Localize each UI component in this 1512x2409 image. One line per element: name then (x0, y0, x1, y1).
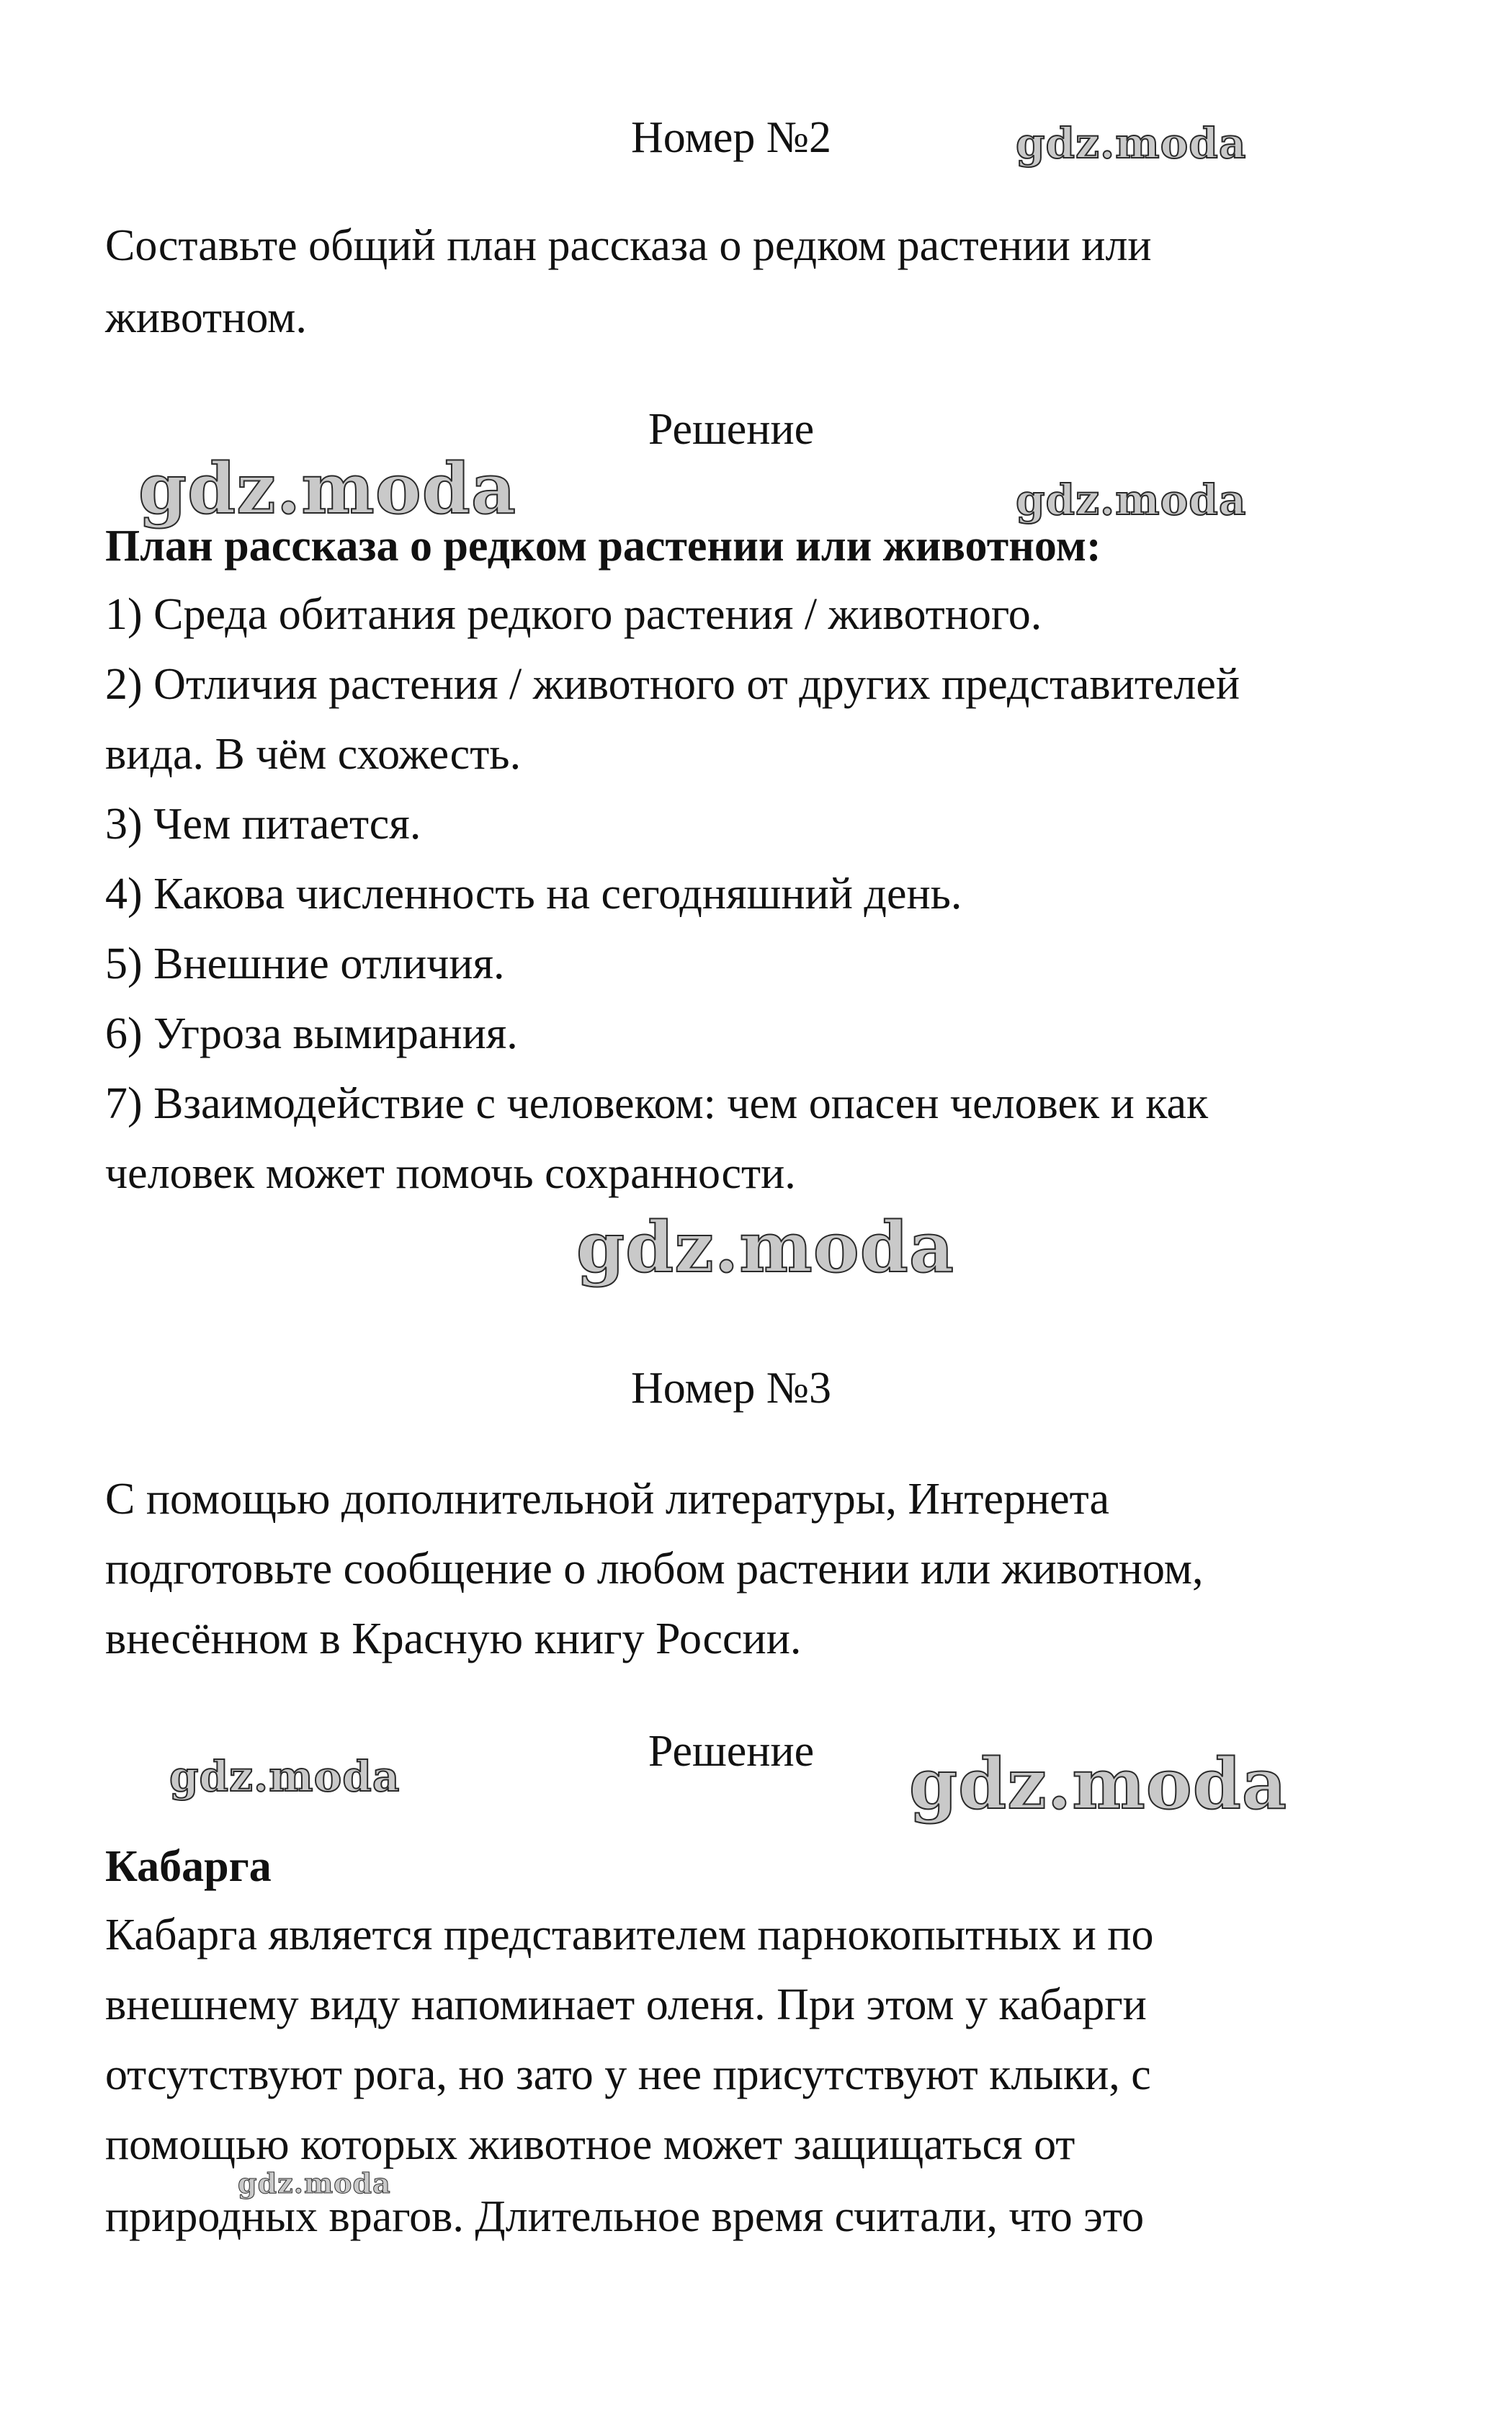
watermark: gdz.moda (238, 2167, 391, 2199)
section3-task-line: С помощью дополнительной литературы, Интернета (105, 1475, 1110, 1524)
section2-task-line: животном. (105, 293, 307, 342)
plan-item: 1) Среда обитания редкого растения / животного. (105, 590, 1042, 639)
watermark: gdz.moda (576, 1207, 955, 1288)
answer-line: природных врагов. Длительное время считали, что это (105, 2192, 1145, 2241)
plan-item: 7) Взаимодействие с человеком: чем опасен человек и как (105, 1079, 1209, 1128)
plan-item: 6) Угроза вымирания. (105, 1009, 518, 1058)
section2-plan-title: План рассказа о редком растении или животном: (105, 522, 1101, 571)
plan-item: человек может помочь сохранности. (105, 1149, 796, 1198)
watermark: gdz.moda (1016, 475, 1247, 524)
watermark: gdz.moda (169, 1752, 401, 1801)
plan-item: 2) Отличия растения / животного от других представителей (105, 660, 1240, 709)
section3-answer-title: Кабарга (105, 1842, 272, 1891)
watermark: gdz.moda (909, 1743, 1288, 1825)
watermark: gdz.moda (138, 448, 517, 529)
section3-task-line: подготовьте сообщение о любом растении или животном, (105, 1545, 1204, 1594)
plan-item: 3) Чем питается. (105, 800, 421, 849)
plan-item: 5) Внешние отличия. (105, 939, 505, 988)
section2-heading: Номер №2 (630, 113, 831, 162)
section3-solution-label: Решение (648, 1727, 815, 1776)
answer-line: отсутствуют рога, но зато у нее присутствуют клыки, с (105, 2050, 1151, 2099)
answer-line: внешнему виду напоминает оленя. При этом у кабарги (105, 1980, 1147, 2029)
answer-line: Кабарга является представителем парнокопытных и по (105, 1910, 1154, 1959)
answer-line: помощью которых животное может защищаться от (105, 2120, 1075, 2169)
watermark: gdz.moda (1016, 119, 1247, 168)
section3-heading: Номер №3 (630, 1364, 831, 1413)
section3-task-line: внесённом в Красную книгу России. (105, 1614, 802, 1663)
section2-task-line: Составьте общий план рассказа о редком растении или (105, 221, 1152, 270)
plan-item: 4) Какова численность на сегодняшний день. (105, 870, 962, 919)
plan-item: вида. В чём схожесть. (105, 730, 522, 779)
section2-solution-label: Решение (648, 405, 815, 454)
